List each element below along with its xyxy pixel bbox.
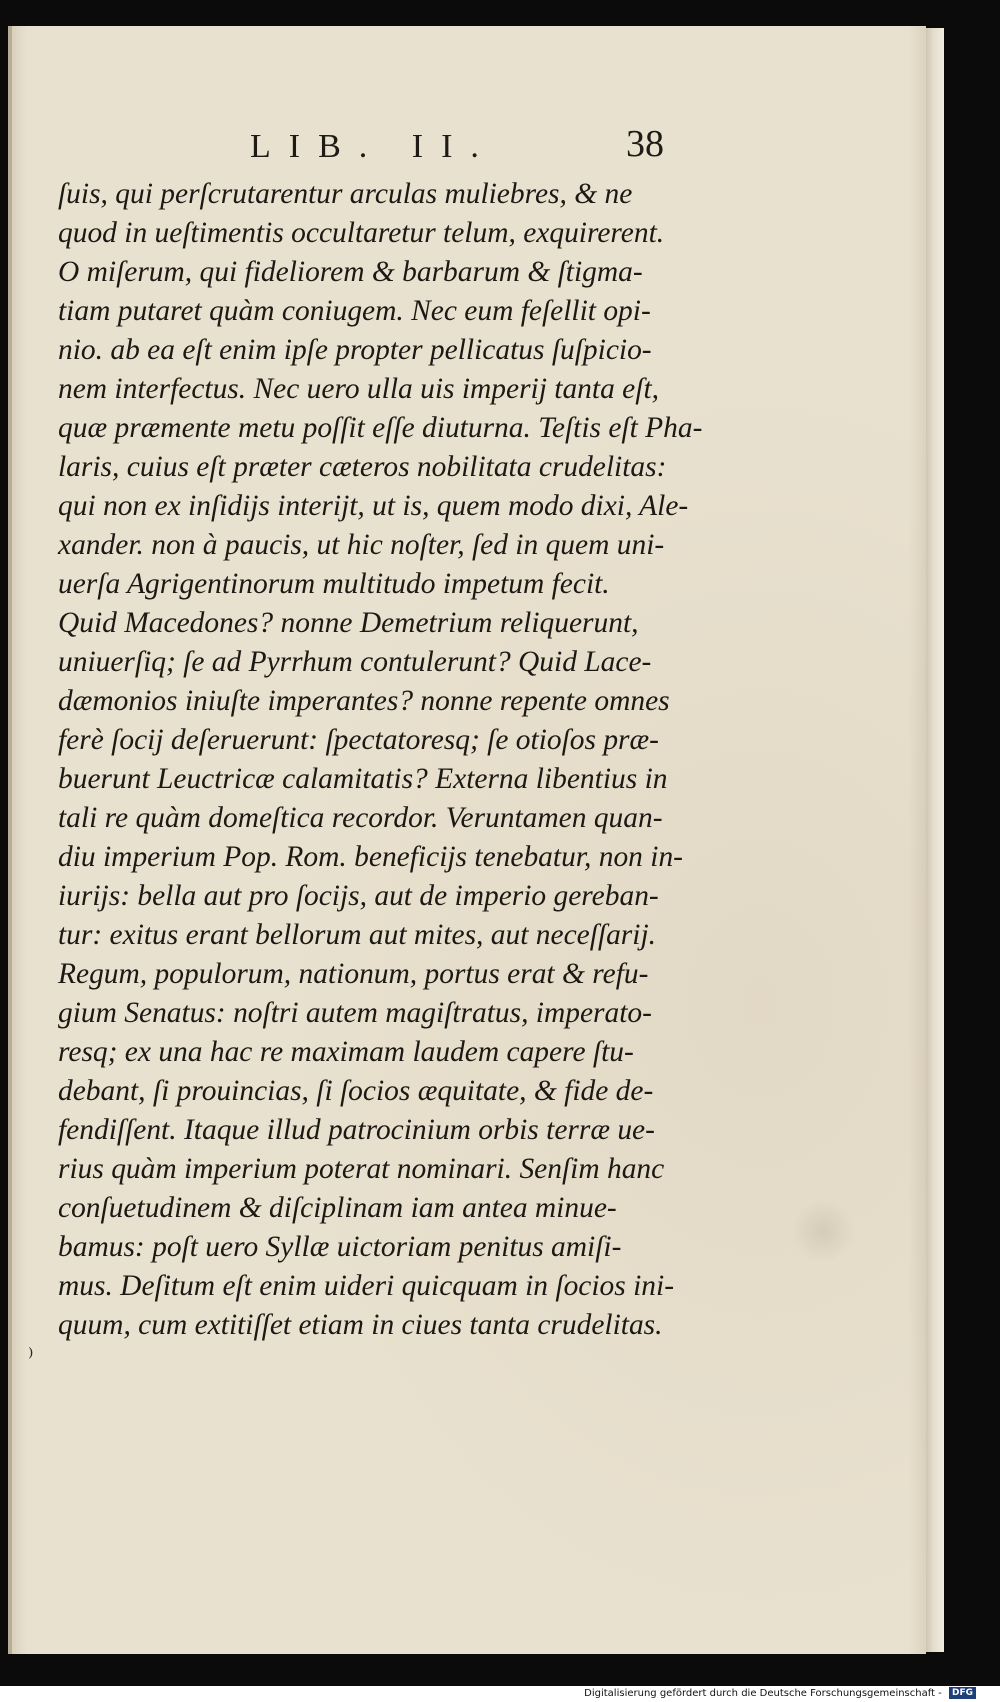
text-line: mus. Deſitum eſt enim uideri quicquam in ſocios ini- bbox=[58, 1269, 675, 1302]
digitization-credit bbox=[584, 1686, 976, 1702]
text-line: Regum, populorum, nationum, portus erat & refu- bbox=[58, 957, 649, 990]
text-line: nio. ab ea eſt enim ipſe propter pellicatus ſuſpicio- bbox=[58, 333, 652, 366]
text-line: diu imperium Pop. Rom. beneficijs tenebatur, non in- bbox=[58, 840, 683, 873]
credit-text: Digitalisierung gefördert durch die Deutsche Forschungsgemeinschaft - bbox=[584, 1688, 942, 1699]
text-line: laris, cuius eſt præter cæteros nobilitata crudelitas: bbox=[58, 450, 667, 483]
text-line: iurijs: bella aut pro ſocijs, aut de imperio gereban- bbox=[58, 879, 659, 912]
text-line: gium Senatus: noſtri autem magiſtratus, imperato- bbox=[58, 996, 652, 1029]
text-line: resq; ex una hac re maximam laudem capere ſtu- bbox=[58, 1035, 634, 1068]
gutter-shadow bbox=[8, 26, 12, 1654]
text-line: bamus: poſt uero Syllæ uictoriam penitus amiſi- bbox=[58, 1230, 622, 1263]
running-head: LIB. II. bbox=[250, 128, 497, 165]
text-line: qui non ex inſidijs interijt, ut is, quem modo dixi, Ale- bbox=[58, 489, 689, 522]
text-line: Quid Macedones? nonne Demetrium reliquerunt, bbox=[58, 606, 639, 639]
text-line: fendiſſent. Itaque illud patrocinium orbis terræ ue- bbox=[58, 1113, 655, 1146]
text-line: nem interfectus. Nec uero ulla uis imperij tanta eſt, bbox=[58, 372, 659, 405]
page-number: 38 bbox=[626, 123, 664, 165]
text-block bbox=[58, 174, 718, 1344]
text-line: conſuetudinem & diſciplinam iam antea minue- bbox=[58, 1191, 617, 1224]
text-line: quum, cum extitiſſet etiam in ciues tanta crudelitas. bbox=[58, 1308, 663, 1341]
text-line: uniuerſiq; ſe ad Pyrrhum contulerunt? Quid Lace- bbox=[58, 645, 652, 678]
text-line: O miſerum, qui fideliorem & barbarum & ſtigma- bbox=[58, 255, 643, 288]
text-line: rius quàm imperium poterat nominari. Senſim hanc bbox=[58, 1152, 665, 1185]
text-line: debant, ſi prouincias, ſi ſocios æquitate, & fide de- bbox=[58, 1074, 654, 1107]
text-line: tur: exitus erant bellorum aut mites, aut neceſſarij. bbox=[58, 918, 657, 951]
text-line: quod in ueſtimentis occultaretur telum, exquirerent. bbox=[58, 216, 665, 249]
text-line: ferè ſocij deſeruerunt: ſpectatoresq; ſe otioſos præ- bbox=[58, 723, 659, 756]
text-line: dæmonios iniuſte imperantes? nonne repente omnes bbox=[58, 684, 670, 717]
text-line: uerſa Agrigentinorum multitudo impetum fecit. bbox=[58, 567, 610, 600]
page-edge bbox=[926, 28, 944, 1652]
margin-mark: ⁾ bbox=[28, 1344, 34, 1369]
text-line: buerunt Leuctricæ calamitatis? Externa libentius in bbox=[58, 762, 668, 795]
page-stain bbox=[788, 1201, 858, 1261]
dfg-logo: DFG bbox=[949, 1687, 976, 1699]
text-line: tali re quàm domeſtica recordor. Veruntamen quan- bbox=[58, 801, 663, 834]
text-line: quæ præmente metu poſſit eſſe diuturna. Teſtis eſt Pha- bbox=[58, 411, 703, 444]
text-line: xander. non à paucis, ut hic noſter, ſed in quem uni- bbox=[58, 528, 665, 561]
text-line: tiam putaret quàm coniugem. Nec eum feſellit opi- bbox=[58, 294, 651, 327]
text-line: ſuis, qui perſcrutarentur arculas muliebres, & ne bbox=[58, 177, 633, 210]
